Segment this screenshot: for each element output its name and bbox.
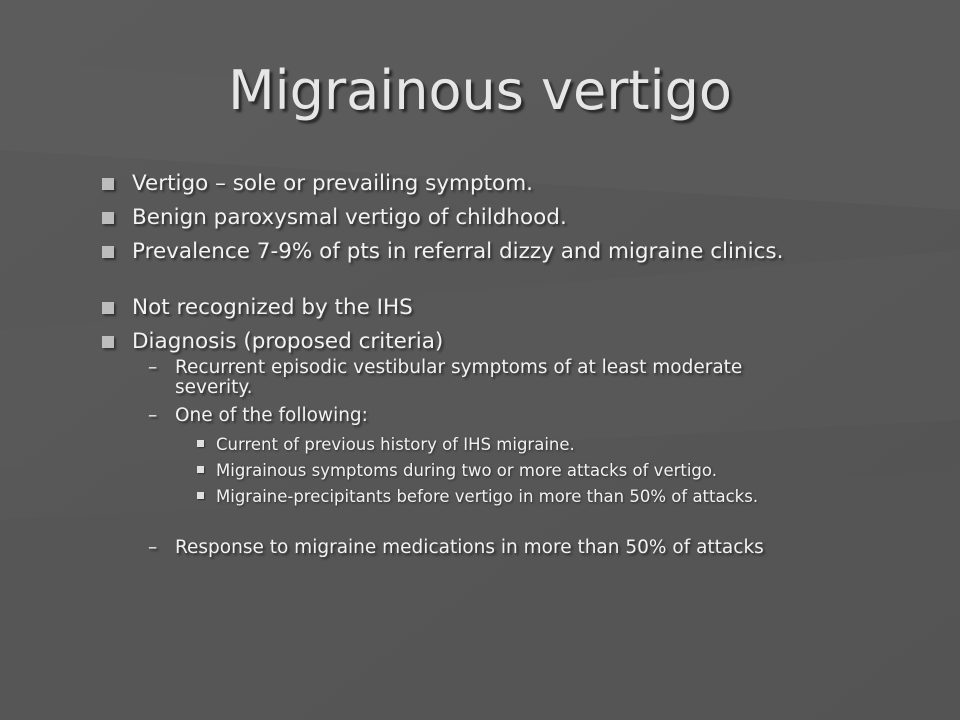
dash-bullet-icon: –	[148, 537, 158, 558]
bullet-text: Vertigo – sole or prevailing symptom.	[132, 171, 533, 196]
criteria-item	[148, 357, 815, 398]
slide-title: Migrainous vertigo	[228, 59, 732, 122]
following-text: Migraine-precipitants before vertigo in more than 50% of attacks.	[216, 487, 759, 506]
criteria-item	[148, 537, 815, 558]
criteria-text: Recurrent episodic vestibular symptoms of at least moderate severity.	[175, 357, 743, 398]
dash-bullet-icon: –	[148, 405, 158, 426]
bullet-text: Not recognized by the IHS	[132, 295, 413, 320]
criteria-item	[148, 405, 815, 426]
bullet-item	[132, 330, 832, 353]
bullet-item	[132, 240, 832, 263]
following-text: Migrainous symptoms during two or more attacks of vertigo.	[216, 461, 717, 480]
following-text: Current of previous history of IHS migraine.	[216, 435, 575, 454]
small-square-bullet-icon	[197, 466, 204, 473]
following-item	[216, 436, 816, 454]
square-bullet-icon	[102, 246, 114, 258]
bullet-text: Prevalence 7-9% of pts in referral dizzy and migraine clinics.	[132, 239, 784, 264]
small-square-bullet-icon	[197, 492, 204, 499]
following-item	[216, 462, 816, 480]
bullet-item	[132, 296, 832, 319]
square-bullet-icon	[102, 336, 114, 348]
square-bullet-icon	[102, 178, 114, 190]
square-bullet-icon	[102, 212, 114, 224]
bullet-text: Benign paroxysmal vertigo of childhood.	[132, 205, 567, 230]
following-item	[216, 488, 816, 506]
bullet-item	[132, 206, 832, 229]
dash-bullet-icon: –	[148, 357, 158, 378]
bullet-item	[132, 172, 832, 195]
criteria-text: One of the following:	[175, 405, 368, 426]
bullet-text: Diagnosis (proposed criteria)	[132, 329, 444, 354]
criteria-text: Response to migraine medications in more than 50% of attacks	[175, 537, 764, 558]
small-square-bullet-icon	[197, 440, 204, 447]
square-bullet-icon	[102, 302, 114, 314]
